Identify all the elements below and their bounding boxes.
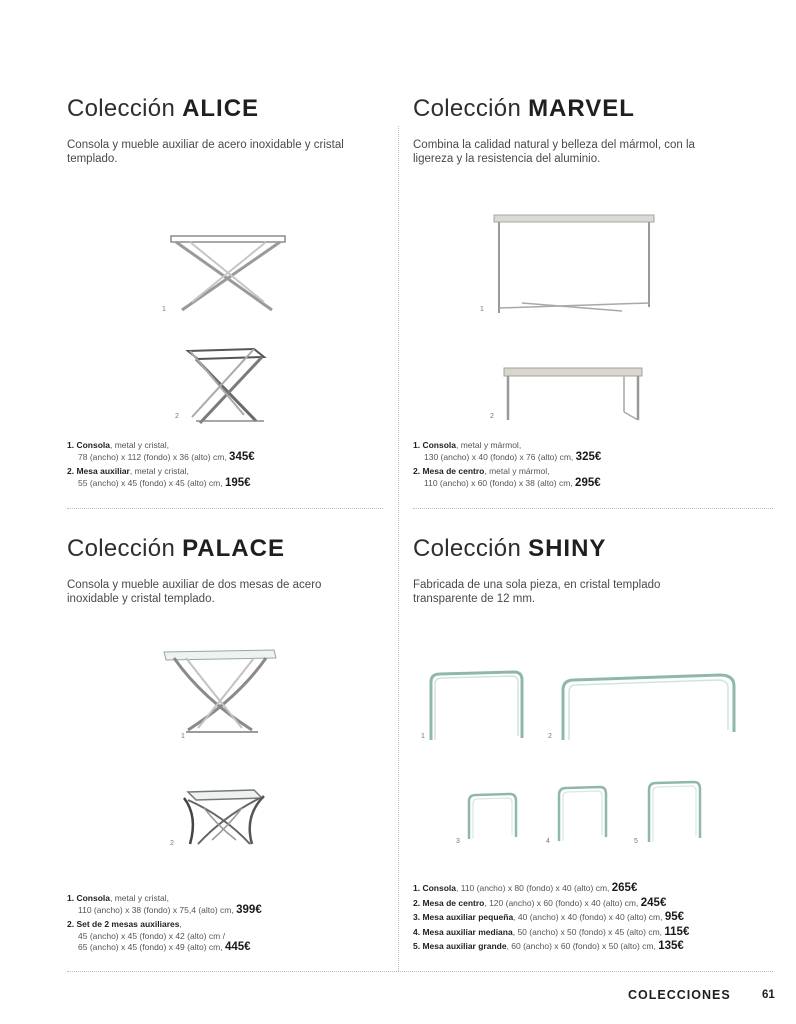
alice-console-image: [168, 232, 288, 317]
price: 195€: [224, 476, 251, 489]
section-shiny: [413, 534, 743, 606]
price: 345€: [229, 450, 255, 463]
section-alice: [67, 94, 397, 166]
section-description: Fabricada de una sola pieza, en cristal templado transparente de 12 mm.: [413, 579, 661, 605]
image-label: 2: [170, 840, 174, 847]
price: 325€: [575, 450, 602, 463]
image-label: 1: [181, 733, 185, 740]
marvel-console-image: [492, 213, 656, 315]
section-description: Consola y mueble auxiliar de dos mesas de acero inoxidable y cristal templado.: [67, 579, 322, 605]
marvel-coffee-table-image: [502, 364, 644, 424]
alice-side-table-image: [184, 345, 268, 427]
image-label: 1: [162, 306, 166, 313]
shiny-coffee-table-image: [560, 672, 738, 742]
list-item: 4. Mesa auxiliar mediana, 50 (ancho) x 50 (fondo) x 45 (alto) cm, 115€: [413, 925, 690, 938]
image-label: 2: [175, 413, 179, 420]
section-palace: [67, 534, 397, 606]
section-title: Colección SHINY: [413, 535, 607, 562]
image-label: 5: [634, 838, 638, 845]
price: 399€: [236, 903, 262, 916]
image-label: 4: [546, 838, 550, 845]
section-title: Colección ALICE: [67, 95, 260, 122]
section-marvel: [413, 94, 743, 166]
collection-name: MARVEL: [528, 95, 635, 122]
shiny-small-side-table-image: [466, 791, 520, 841]
section-description: Consola y mueble auxiliar de acero inoxidable y cristal templado.: [67, 139, 344, 165]
section-title: Colección PALACE: [67, 535, 285, 562]
footer-divider: [67, 971, 773, 972]
price: 295€: [575, 476, 601, 489]
shiny-medium-side-table-image: [556, 783, 610, 843]
section-title: Colección MARVEL: [413, 95, 635, 122]
collection-name: PALACE: [182, 535, 285, 562]
palace-nesting-tables-image: [178, 786, 270, 850]
list-item: 1. Consola, 110 (ancho) x 80 (fondo) x 40 (alto) cm, 265€: [413, 882, 638, 894]
price: 135€: [658, 940, 684, 952]
list-item: 1. Consola, metal y mármol, 130 (ancho) x 40 (fondo) x 76 (alto) cm, 325€: [413, 440, 602, 463]
list-item: 2. Mesa auxiliar, metal y cristal, 55 (ancho) x 45 (fondo) x 45 (alto) cm, 195€: [67, 466, 251, 489]
image-label: 2: [548, 733, 552, 740]
price: 445€: [224, 941, 251, 953]
collection-name: ALICE: [182, 95, 260, 122]
product-list-palace: [67, 893, 387, 957]
product-list-shiny: [413, 883, 775, 956]
product-list-marvel: [413, 440, 773, 492]
section-description: Combina la calidad natural y belleza del mármol, con la ligereza y la resistencia del aluminio.: [413, 139, 695, 165]
image-label: 2: [490, 413, 494, 420]
footer-section-label: COLECCIONES: [628, 988, 731, 1002]
list-item: 2. Set de 2 mesas auxiliares, 45 (ancho) x 45 (fondo) x 42 (alto) cm / 65 (ancho) x 45 (fondo) x 49 (alto) cm, 445€: [67, 919, 251, 953]
palace-console-image: [162, 648, 278, 738]
list-item: 1. Consola, metal y cristal, 78 (ancho) x 112 (fondo) x 36 (alto) cm, 345€: [67, 440, 255, 463]
shiny-large-side-table-image: [646, 778, 704, 844]
row-divider-right: [413, 508, 773, 509]
price: 265€: [611, 882, 638, 894]
list-item: 2. Mesa de centro, metal y mármol, 110 (ancho) x 60 (fondo) x 38 (alto) cm, 295€: [413, 466, 601, 489]
price: 95€: [664, 911, 685, 923]
price: 245€: [640, 896, 667, 909]
price: 115€: [664, 925, 690, 938]
list-item: 5. Mesa auxiliar grande, 60 (ancho) x 60 (fondo) x 50 (alto) cm, 135€: [413, 940, 684, 952]
shiny-console-image: [428, 668, 526, 742]
list-item: 3. Mesa auxiliar pequeña, 40 (ancho) x 40 (fondo) x 40 (alto) cm, 95€: [413, 911, 685, 923]
list-item: 1. Consola, metal y cristal, 110 (ancho) x 38 (fondo) x 75,4 (alto) cm, 399€: [67, 893, 262, 916]
collection-name: SHINY: [528, 535, 607, 562]
image-label: 1: [421, 733, 425, 740]
list-item: 2. Mesa de centro, 120 (ancho) x 60 (fondo) x 40 (alto) cm, 245€: [413, 896, 667, 909]
image-label: 1: [480, 306, 484, 313]
product-list-alice: [67, 440, 387, 492]
page-number: 61: [762, 989, 775, 1001]
row-divider-left: [67, 508, 383, 509]
column-divider: [398, 126, 399, 971]
image-label: 3: [456, 838, 460, 845]
